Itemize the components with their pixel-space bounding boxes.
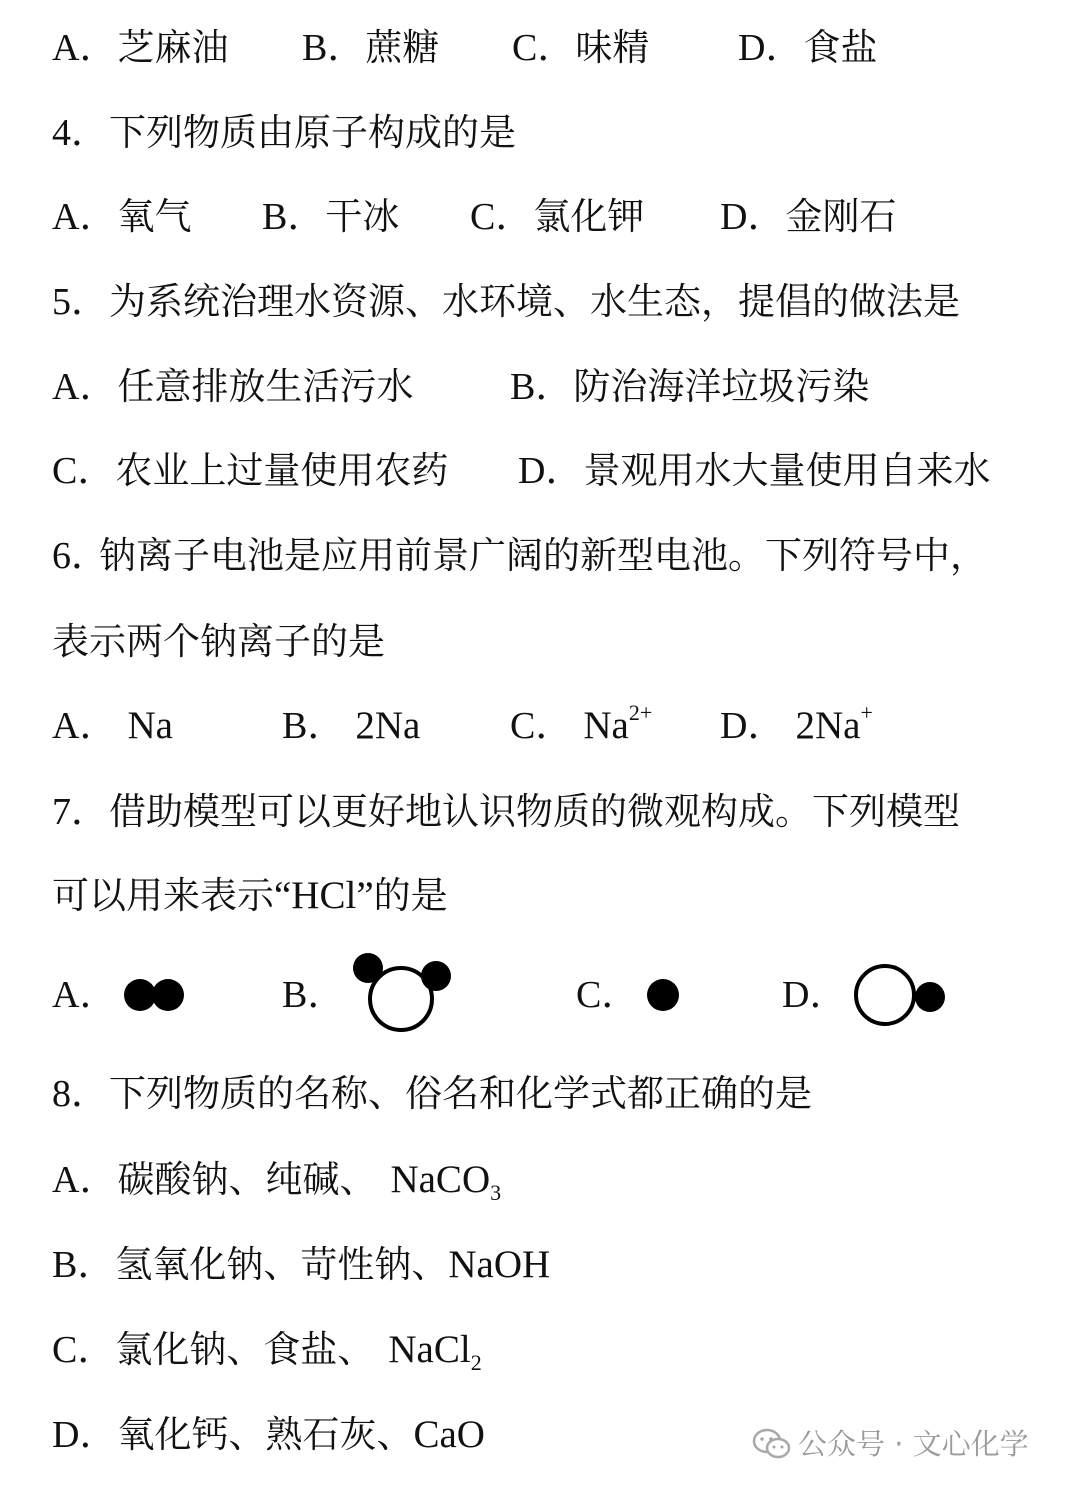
ion-charge: 2+	[628, 700, 653, 725]
watermark-text: 公众号 · 文心化学	[798, 1427, 1029, 1461]
option-letter: A．	[52, 1159, 118, 1201]
chemical-formula: NaOH	[448, 1243, 551, 1286]
q3-option-a[interactable]	[52, 18, 228, 78]
option-letter: A．	[52, 196, 118, 238]
wechat-icon	[752, 1428, 792, 1460]
option-letter: C．	[52, 1329, 116, 1371]
option-text: 金刚石	[785, 195, 897, 238]
question-number: 5．	[52, 281, 110, 323]
option-text: 氧气	[117, 195, 192, 238]
option-letter: A．	[52, 27, 118, 69]
question-stem: 为系统治理水资源、水环境、水生态，提倡的做法是	[109, 280, 961, 323]
question-stem: 借助模型可以更好地认识物质的微观构成。下列模型	[109, 790, 961, 833]
q4-option-b[interactable]	[262, 187, 399, 247]
option-text: 氯化钠、食盐、	[115, 1328, 375, 1371]
option-letter: A．	[52, 366, 118, 408]
molecule-model-c[interactable]	[644, 977, 684, 1013]
option-text: 农业上过量使用农药	[115, 449, 449, 492]
molecule-model-a[interactable]	[122, 975, 192, 1015]
molecule-model-b[interactable]	[348, 952, 460, 1036]
option-text: 干冰	[325, 195, 400, 238]
option-letter: B．	[282, 705, 346, 747]
q3-option-b[interactable]	[302, 18, 439, 78]
q4-option-c[interactable]	[470, 187, 644, 247]
option-letter: B．	[510, 366, 574, 408]
option-text: 芝麻油	[117, 26, 229, 69]
option-letter: C．	[52, 450, 116, 492]
option-letter: C．	[510, 705, 574, 747]
option-text: 氧化钙、熟石灰、	[117, 1413, 414, 1456]
option-letter: B．	[52, 1244, 116, 1286]
option-letter: C．	[512, 27, 576, 69]
option-letter: D．	[52, 1414, 118, 1456]
option-text: 任意排放生活污水	[117, 365, 414, 408]
option-letter: D．	[720, 196, 786, 238]
option-text: 食盐	[803, 26, 878, 69]
option-letter: C．	[470, 196, 534, 238]
q4-option-a[interactable]	[52, 187, 191, 247]
q6-option-c[interactable]	[510, 696, 652, 756]
formula-subscript: 2	[470, 1350, 482, 1375]
question-stem-continued: 的是	[373, 874, 448, 917]
option-letter: A．	[52, 705, 118, 747]
option-text: 氢氧化钠、苛性钠、	[115, 1243, 449, 1286]
question-number: 4．	[52, 112, 110, 154]
option-letter: D．	[738, 27, 804, 69]
chemical-formula: NaCO	[390, 1158, 491, 1201]
ion-charge: +	[860, 700, 873, 725]
q5-option-a[interactable]	[52, 357, 413, 417]
question-stem-continued: 可以用来表示	[52, 874, 274, 917]
question-stem: 下列物质的名称、俗名和化学式都正确的是	[109, 1072, 813, 1115]
formula-hcl: “HCl”	[274, 874, 374, 917]
question-stem: 钠离子电池是应用前景广阔的新型电池。下列符号中，	[99, 534, 988, 577]
option-letter: B．	[302, 27, 366, 69]
option-letter: D．	[518, 450, 584, 492]
option-text: 防治海洋垃圾污染	[573, 365, 870, 408]
option-text: 景观用水大量使用自来水	[583, 449, 991, 492]
q3-option-d[interactable]	[738, 18, 877, 78]
q7-option-c-letter[interactable]: C．	[576, 974, 640, 1016]
question-stem-continued: 表示两个钠离子的是	[52, 620, 385, 663]
q7-option-b-letter[interactable]: B．	[282, 974, 346, 1016]
q6-option-d[interactable]	[720, 696, 873, 756]
q6-option-b[interactable]	[282, 696, 420, 756]
q5-option-c[interactable]	[52, 441, 448, 501]
q7-option-a-letter[interactable]: A．	[52, 974, 118, 1016]
option-formula: 2Na	[355, 704, 421, 747]
question-number: 7．	[52, 791, 110, 833]
option-text: 氯化钾	[533, 195, 645, 238]
option-formula: 2Na	[795, 704, 861, 747]
option-text: 蔗糖	[365, 26, 440, 69]
option-text: 碳酸钠、纯碱、	[117, 1158, 377, 1201]
option-letter: D．	[720, 705, 786, 747]
q7-option-d-letter[interactable]: D．	[782, 974, 848, 1016]
option-letter: B．	[262, 196, 326, 238]
q5-option-d[interactable]	[518, 441, 990, 501]
question-stem: 下列物质由原子构成的是	[109, 111, 517, 154]
option-text: 味精	[575, 26, 650, 69]
formula-subscript: 3	[490, 1180, 502, 1205]
q4-option-d[interactable]	[720, 187, 896, 247]
q5-option-b[interactable]	[510, 357, 869, 417]
molecule-model-d[interactable]	[852, 962, 950, 1028]
chemical-formula: NaCl	[388, 1328, 471, 1371]
option-formula: Na	[127, 704, 173, 747]
question-number: 6．	[52, 535, 110, 577]
q3-option-c[interactable]	[512, 18, 649, 78]
chemical-formula: CaO	[413, 1413, 485, 1456]
question-number: 8．	[52, 1073, 110, 1115]
q6-option-a[interactable]	[52, 696, 173, 756]
option-formula: Na	[583, 704, 629, 747]
